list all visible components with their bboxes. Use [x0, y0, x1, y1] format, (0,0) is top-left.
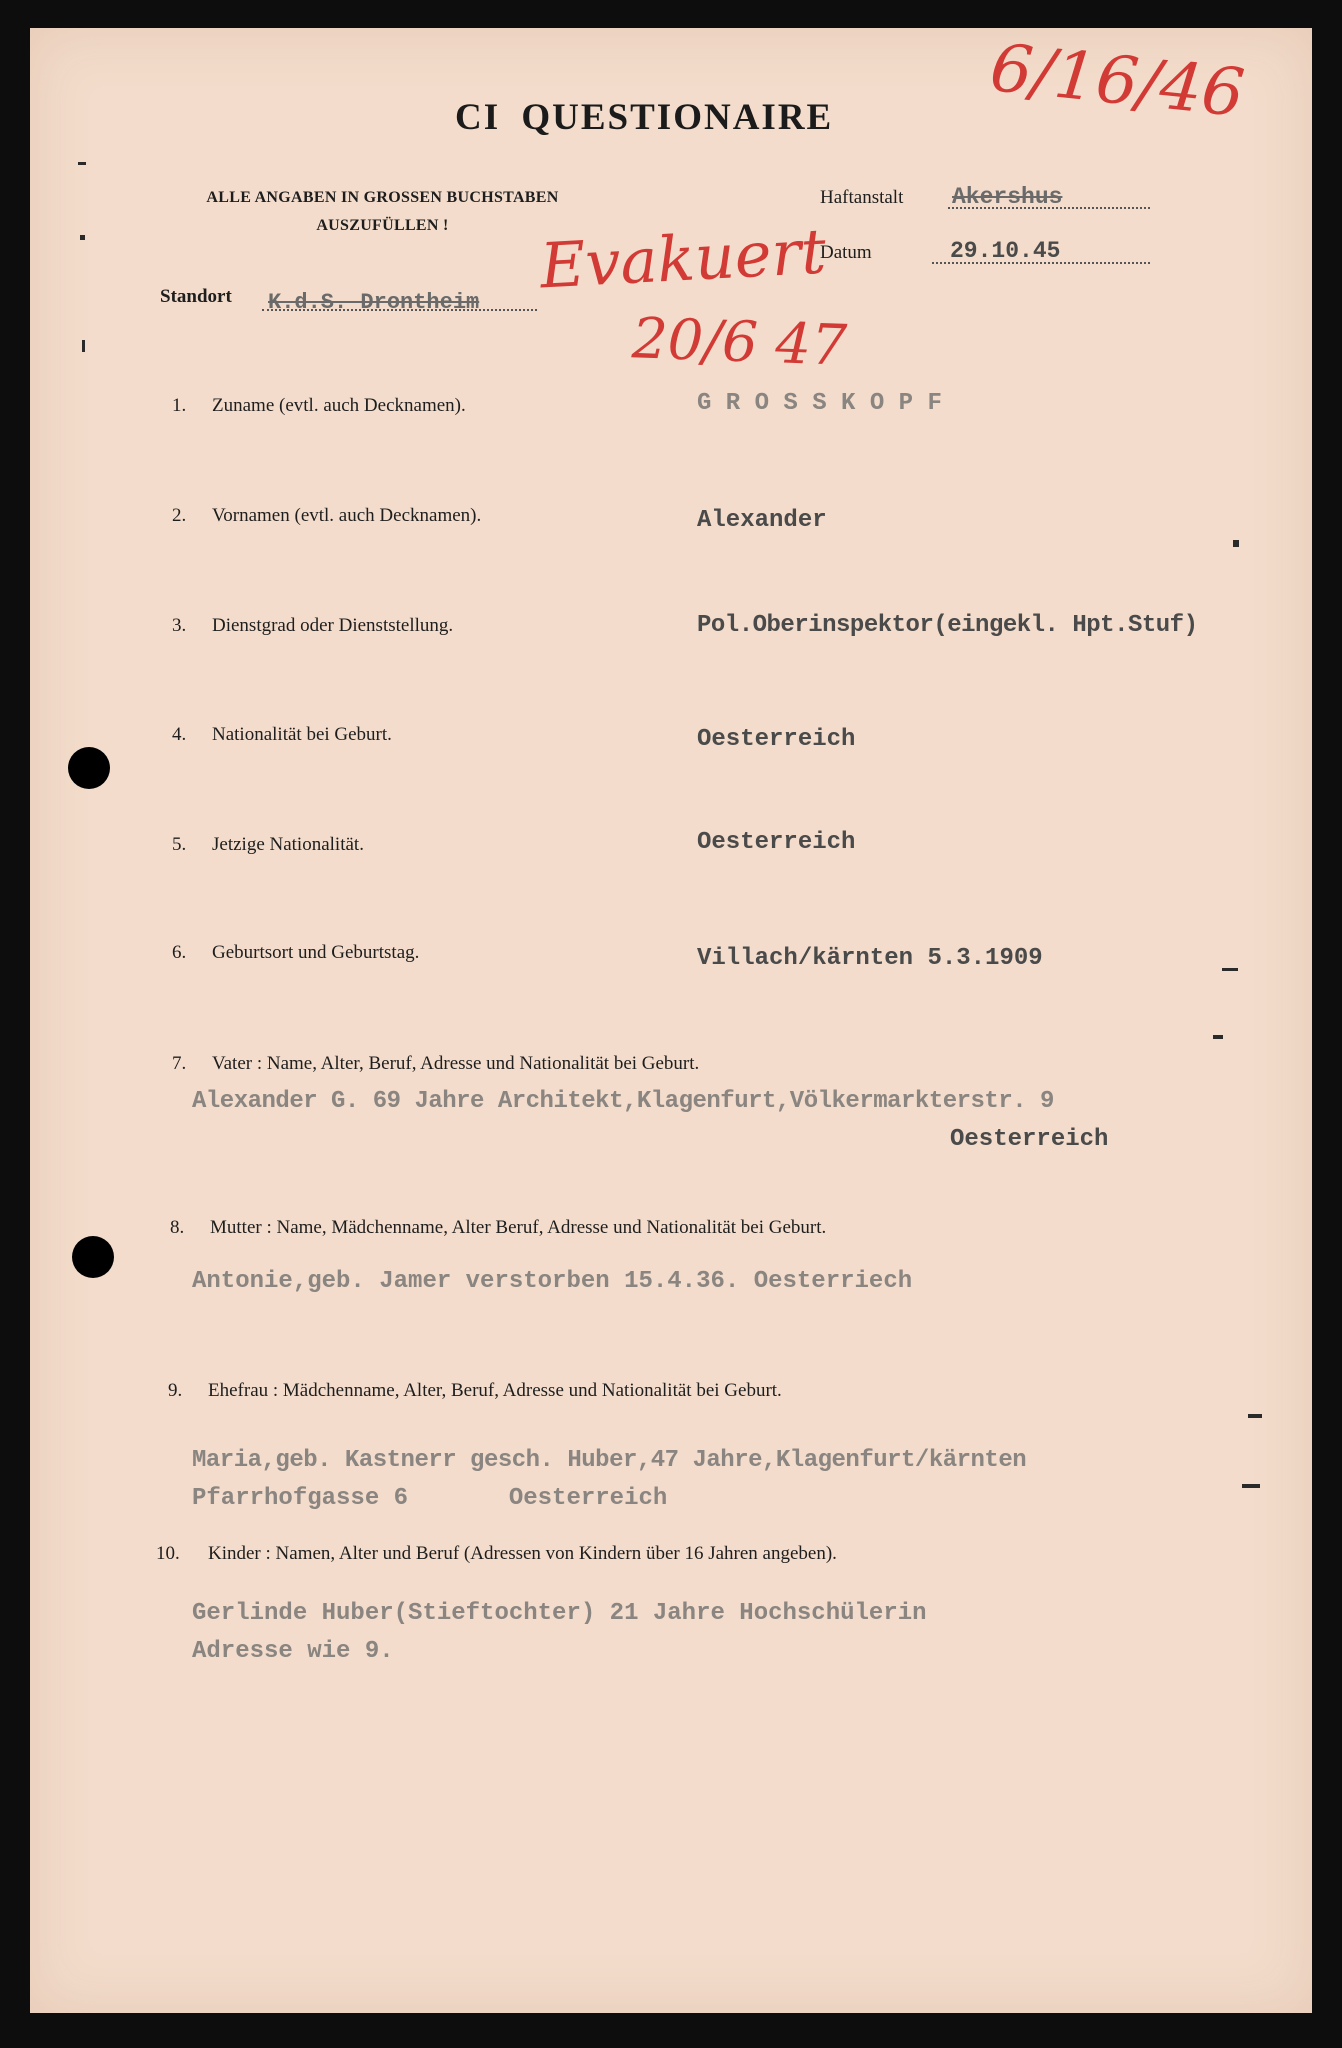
- instruction-line-2: AUSZUFÜLLEN !: [316, 217, 449, 234]
- paper-speck: [1213, 1035, 1223, 1039]
- paper-speck: [80, 235, 85, 240]
- standort-label: Standort: [160, 286, 232, 307]
- field-number: 1.: [172, 395, 187, 416]
- date-stamp-annotation: 6/16/46: [986, 28, 1248, 133]
- field-value: Alexander: [697, 507, 827, 534]
- mutter-line-1: Antonie,geb. Jamer verstorben 15.4.36. Oesterriech: [192, 1268, 913, 1295]
- field-label: Mutter : Name, Mädchenname, Alter Beruf, Adresse und Nationalität bei Geburt.: [210, 1217, 827, 1238]
- field-label: Kinder : Namen, Alter und Beruf (Adressen von Kindern über 16 Jahren angeben).: [208, 1543, 837, 1564]
- paper-speck: [1248, 1414, 1262, 1418]
- ehefrau-line-2: Pfarrhofgasse 6 Oesterreich: [192, 1485, 668, 1512]
- field-number: 10.: [156, 1543, 180, 1564]
- field-value: Pol.Oberinspektor(eingekl. Hpt.Stuf): [697, 612, 1198, 639]
- field-label: Vater : Name, Alter, Beruf, Adresse und Nationalität bei Geburt.: [212, 1053, 700, 1074]
- standort-value: K.d.S. Drontheim: [268, 290, 480, 315]
- punch-hole-lower: [72, 1236, 114, 1278]
- page-title: CI QUESTIONAIRE: [455, 97, 834, 138]
- field-number: 5.: [172, 834, 187, 855]
- field-label: Vornamen (evtl. auch Decknamen).: [212, 505, 482, 526]
- field-value: Oesterreich: [697, 829, 856, 856]
- field-number: 8.: [170, 1217, 185, 1238]
- kinder-line-2: Adresse wie 9.: [192, 1638, 394, 1665]
- haftanstalt-label: Haftanstalt: [820, 187, 904, 208]
- punch-hole-upper: [68, 747, 110, 789]
- field-label: Geburtsort und Geburtstag.: [212, 942, 420, 963]
- field-number: 2.: [172, 505, 187, 526]
- instruction-line-1: ALLE ANGABEN IN GROSSEN BUCHSTABEN: [206, 189, 559, 206]
- kinder-line-1: Gerlinde Huber(Stieftochter) 21 Jahre Hochschülerin: [192, 1600, 927, 1627]
- evakuert-date-annotation: 20/6 47: [630, 306, 848, 379]
- field-label: Nationalität bei Geburt.: [212, 724, 392, 745]
- field-value: Oesterreich: [697, 726, 856, 753]
- field-number: 3.: [172, 615, 187, 636]
- field-number: 4.: [172, 724, 187, 745]
- field-number: 9.: [168, 1380, 183, 1401]
- field-label: Zuname (evtl. auch Decknamen).: [212, 395, 466, 416]
- datum-value: 29.10.45: [950, 238, 1061, 264]
- paper-speck: [1242, 1484, 1260, 1488]
- paper-speck: [82, 340, 85, 352]
- field-value: G R O S S K O P F: [697, 390, 942, 417]
- field-label: Jetzige Nationalität.: [212, 834, 364, 855]
- vater-line-1: Alexander G. 69 Jahre Architekt,Klagenfurt,Völkermarkterstr. 9: [192, 1088, 1054, 1115]
- field-number: 7.: [172, 1053, 187, 1074]
- haftanstalt-value: Akershus: [952, 184, 1063, 210]
- field-number: 6.: [172, 942, 187, 963]
- paper-speck: [1233, 540, 1239, 547]
- ehefrau-line-1: Maria,geb. Kastnerr gesch. Huber,47 Jahre,Klagenfurt/kärnten: [192, 1447, 1027, 1474]
- evakuert-annotation: Evakuert: [538, 214, 828, 303]
- paper-speck: [78, 162, 86, 165]
- vater-line-2: Oesterreich: [950, 1126, 1109, 1153]
- paper-speck: [1222, 968, 1238, 971]
- field-label: Ehefrau : Mädchenname, Alter, Beruf, Adresse und Nationalität bei Geburt.: [208, 1380, 782, 1401]
- datum-label: Datum: [820, 242, 872, 263]
- field-label: Dienstgrad oder Dienststellung.: [212, 615, 454, 636]
- field-value: Villach/kärnten 5.3.1909: [697, 945, 1043, 972]
